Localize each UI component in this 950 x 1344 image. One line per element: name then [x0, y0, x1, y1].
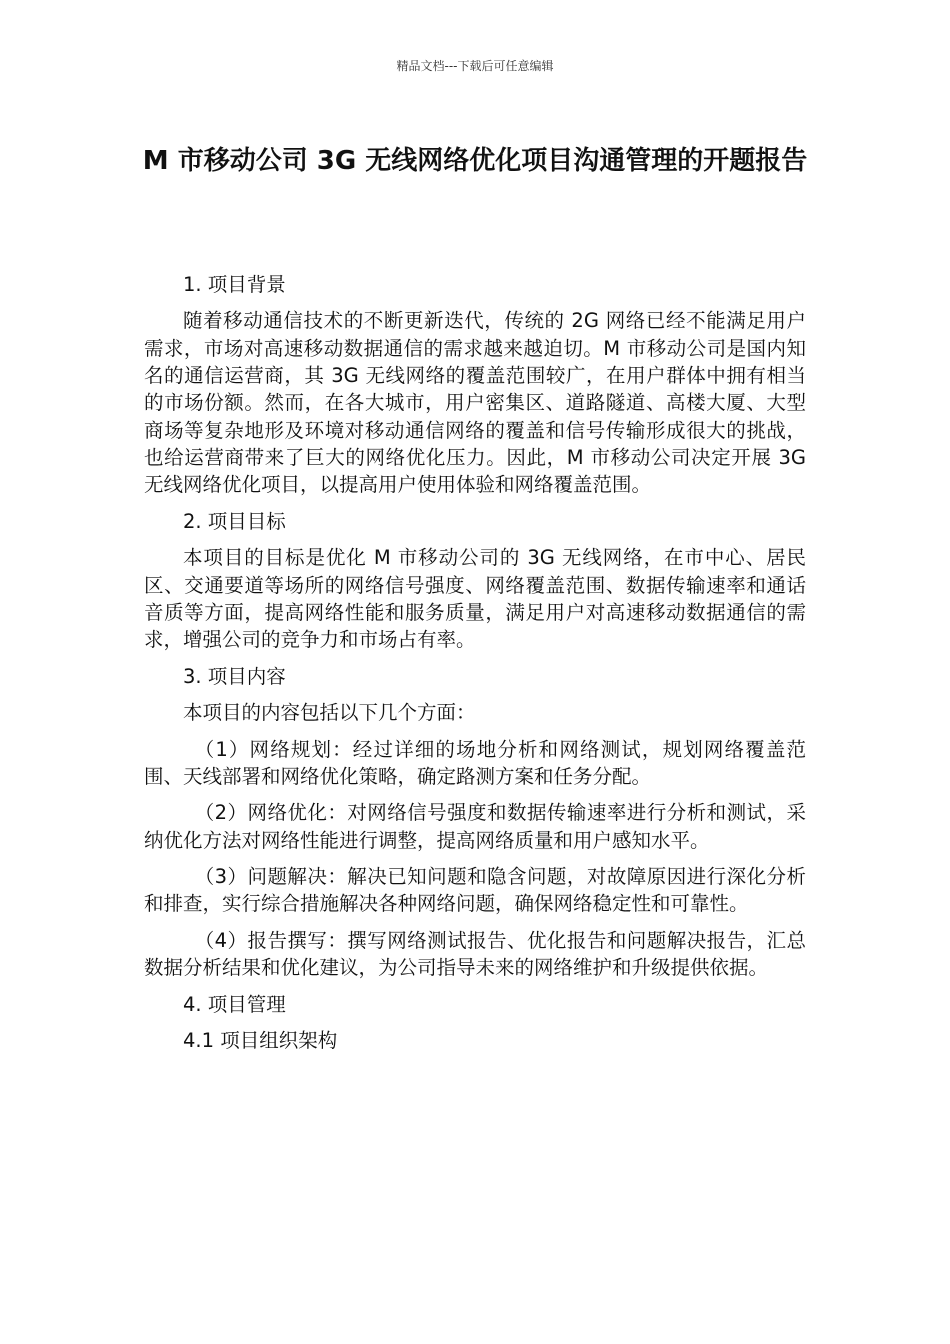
paragraph-content-intro: 本项目的内容包括以下几个方面： — [183, 701, 476, 725]
paragraph-background: 随着移动通信技术的不断更新迭代，传统的 2G 网络已经不能满足用户需求，市场对高速移动数据通信的需求越来越迫切。M 市移动公司是国内知名的通信运营商，其 3G 无线网络的覆盖范围较广，在用户群体中拥有相当的市场份额。然而，在各大城市，用户密集区、道路隧道、高楼大厦、大型商场等复杂地形及环境对移动通信网络的覆盖和信号传输形成很大的挑战，也给运营商带来了巨大的网络优化压力。因此，M 市移动公司决定开展 3G 无线网络优化项目，以提高用户使用体验和网络覆盖范围。 — [144, 309, 806, 497]
section-heading-management: 4. 项目管理 — [183, 992, 286, 1016]
subsection-heading-org-structure: 4.1 项目组织架构 — [183, 1029, 338, 1053]
document-body — [144, 271, 806, 1064]
list-item: （4）报告撰写：撰写网络测试报告、优化报告和问题解决报告，汇总数据分析结果和优化建议，为公司指导未来的网络维护和升级提供依据。 — [144, 928, 806, 980]
section-heading-background: 1. 项目背景 — [183, 273, 286, 296]
list-item: （3）问题解决：解决已知问题和隐含问题，对故障原因进行深化分析和排查，实行综合措施解决各种网络问题，确保网络稳定性和可靠性。 — [144, 865, 806, 916]
list-item: （2）网络优化：对网络信号强度和数据传输速率进行分析和测试，采纳优化方法对网络性能进行调整，提高网络质量和用户感知水平。 — [144, 801, 806, 852]
header-note: 精品文档---下载后可任意编辑 — [396, 59, 554, 73]
section-heading-content: 3. 项目内容 — [183, 664, 286, 688]
section-heading-goals: 2. 项目目标 — [183, 509, 286, 533]
paragraph-goals: 本项目的目标是优化 M 市移动公司的 3G 无线网络，在市中心、居民区、交通要道等场所的网络信号强度、网络覆盖范围、数据传输速率和通话音质等方面，提高网络性能和服务质量，满足用户对高速移动数据通信的需求，增强公司的竞争力和市场占有率。 — [144, 546, 806, 652]
document-title: M 市移动公司 3G 无线网络优化项目沟通管理的开题报告 — [142, 146, 808, 176]
list-item: （1）网络规划：经过详细的场地分析和网络测试，规划网络覆盖范围、天线部署和网络优化策略，确定路测方案和任务分配。 — [144, 737, 806, 788]
